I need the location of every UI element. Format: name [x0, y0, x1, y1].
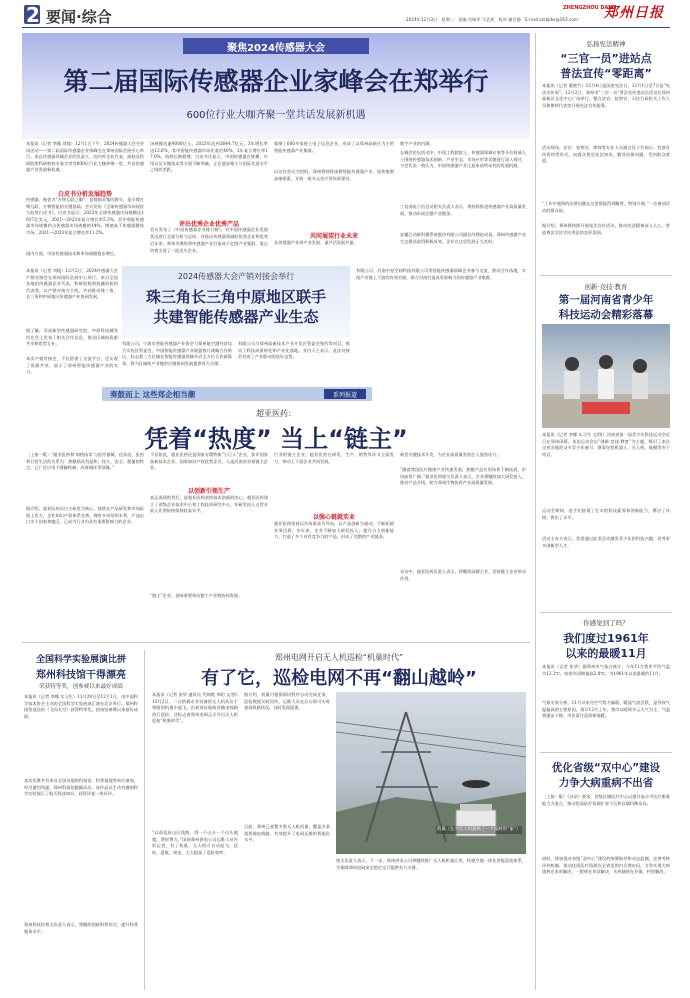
banner-col2-subhead: 评出优秀企业优秀产品 — [178, 221, 239, 228]
east-subhead: 荣获特等奖，创参赛以来最好成绩 — [39, 684, 123, 690]
grid-col2-text: 据介绍，机巢可根据预设程序自动完成任务，巡检数据实时回传，运维人员在后台即可实时查看线路状况，及时发现隐患。 — [244, 692, 330, 710]
banner-col3b-text: 以这次会议为契机，郑州将持续深耕智能传感器产业，加快集聚高端要素，开展一批多元化应用场景建设。 — [274, 169, 394, 181]
divider-main-bottom — [22, 642, 530, 643]
forum-col2-text: 有限公司、宁波市智能传感器产业协会与郑州航空港经济综合实验区管委会、中国智能传感器产业联盟签订战略合作协议，标志着三大区域在智能传感器领域开启全方位合作新篇章，将为区域间产业链供应链协同发展提供有力支撑。 — [122, 341, 232, 366]
photo-caption: 机巢（左为无人机提供了一个临时的“家”） — [437, 827, 521, 832]
warmest-november-story — [540, 616, 672, 750]
banner-col4d-text: 安徽芯动联科微系统股份有限公司副总经理赵成说，郑州传感器产业生态建设取得积极成效，企业在这里发展正当其时。 — [400, 232, 526, 244]
banner-col1-subhead: 白皮书分析发展趋势 — [57, 191, 112, 198]
banner-col4-text: 数字产业的内涵。 — [400, 141, 434, 146]
forum-col1c-text: 本次产销对接会，不仅搭建了交流平台，还实现了资源共享，展示了郑州智能传感器产业的实力。 — [26, 356, 118, 374]
banner-col2-text: 场规模达逾4000亿元，2023年达到3644.7亿元，3年增长率达13.6%，其中智能传感器市场比重近40%，3年复合增长率17.0%，持续长期稳增，白皮书还显示，中国传感器在规模、应用以及关键技术等方面不断突破，正在逐步缩小与国际先进水平之间的差距。 — [150, 141, 268, 172]
masthead — [0, 0, 690, 28]
banner-col4c-text: 工信部电子信息司相关负责人表示，将持续推进传感器产业高质量发展，推动形成完整产业链条。 — [400, 204, 526, 216]
forum-section — [22, 266, 530, 381]
divider-right-3 — [540, 752, 672, 753]
main-col1-text: 〔上接一版〕“超亚医药和‘知热技术’与医疗器械，化妆品，医药和日常生活的关系为：热敷贴具有温和、持久、安全、便捷的特点，已广泛应用于缓解疼痛、改善循环等领域。” — [26, 452, 144, 470]
banner-col3-subhead: 共同展望行业未来 — [309, 233, 358, 240]
weather-kicker: 你感觉到了吗？ — [583, 619, 629, 627]
grid-headline: 有了它，巡检电网不再“翻山越岭” — [201, 668, 477, 689]
banner-col1b-text: 传感器，被誉为“万物互联之眼”，是数据采集的源头，是支撑万物互联、万物智能的关键基础。会议发布《全球传感器市场现状与趋势白皮书》，白皮书显示，2023年全球传感器市场规模达1937亿美元，2021—2023年复合增长率5.3%，其中智能传感器市场规模约占传感器市场规模的14%，增速高于传感器整体市场，2021—2023年复合增长率11.2%。 — [26, 197, 144, 235]
east-col1-text: 本报讯（记者 李娜 实习生）11月29日至12月1日，由中国科学技术协会主办的全国科学实验展演汇演在北京举行。郑州科技馆选送的《飞向太空》获得特等奖，创该馆参赛以来最好成绩。 — [24, 694, 138, 719]
main-col4c-text: 采访中，超亚医药负责人表示，将继续深耕主业，发挥链主企业带动作用。 — [400, 569, 526, 581]
banner-subhead: 600位行业大咖齐聚一堂共话发展新机遇 — [186, 110, 366, 121]
forum-headline-1: 珠三角长三角中原地区联手 — [145, 288, 326, 306]
banner-section — [22, 33, 530, 265]
constitution-story — [540, 33, 672, 267]
main-headline: 凭着“热度” 当上“链主” — [144, 425, 408, 453]
optimize-headline-1: 优化省级“双中心”建设 — [551, 762, 661, 774]
main-story — [22, 406, 530, 640]
masthead-rule — [22, 27, 670, 28]
tech-col1b-text: 运动会期间，选手们展现了扎实的科技素养和创新能力，赛出了风格、赛出了水平。 — [542, 508, 670, 520]
east-kicker: 全国科学实验展演比拼 — [35, 655, 126, 665]
main-col3-text: 行业的链主企业，超亚医药在研发、生产、销售等环节全面发力，带动上下游企业共同发展。 — [274, 452, 394, 464]
main-col3b-text: 超亚医药坚持以市场需求为导向，以产品创新为驱动，不断拓展业务边界。多年来，企业不断加大研发投入，提升自主创新能力，打造了多个具有竞争力的产品，形成了完整的产业链条。 — [274, 521, 394, 539]
main-col3-subhead: 以强心链就实业 — [312, 514, 355, 521]
tech-headline-1: 第一届河南省青少年 — [558, 294, 654, 306]
main-col4b-text: “随着我国医疗健康产业快速发展，热敷产品应用场景不断拓展，市场前景广阔。”超亚医药相关负责人表示，企业将继续加大研发投入，推动产品升级，助力郑州生物医药产业高质量发展。 — [400, 467, 526, 485]
right-col1d-text: 据介绍，郑州将持续开展宪法宣传活动，推动宪法精神深入人心，营造尊法学法守法用法的良好氛围。 — [542, 223, 670, 235]
weather-col1-text: 本报讯（记者 张华）据郑州市气象台统计，今年11月我市平均气温为12.3℃，较常年同期偏高2.8℃，为1961年以来最暖的11月。 — [542, 664, 670, 676]
divider-east — [144, 650, 145, 990]
grid-col1b-text: “以前巡检山区线路，得一个山头一个山头地爬，费时费力。”国网郑州供电公司运维人员告诉记者，有了机巢，无人机可自动起飞、巡检、返航、充电，大大提高了巡检效率。 — [152, 830, 238, 855]
divider-right-1 — [540, 275, 672, 276]
banner-headline: 第二届国际传感器企业家峰会在郑举行 — [63, 67, 489, 96]
banner-col3-text: 集聚了600多家规上电子信息企业，形成了以郑州高新区为主的智能传感器产业集群。 — [274, 141, 394, 153]
masthead-meta: 2024年12月3日 星期二 责编 肖瑞华 马艺欢 校对 谢会静 E-mail:zzrbjlbs@163.com — [406, 17, 578, 22]
east-col1b-text: 本次比赛共有来自全国各地的科技馆、科普基地等单位参加，经过激烈角逐，郑州科技馆脱颖而出。该作品以生动有趣的科学实验展示了航天科技知识，获得评委一致好评。 — [24, 778, 138, 796]
forum-col4-text: 有限公司、河南中星空间科技有限公司等智能传感器领域企业参与交流，推动合作落地，实现产业链上下游的有效对接，助力河南打造具有影响力的传感器产业集群。 — [356, 268, 526, 280]
optimize-headline-2: 力争大病重病不出省 — [558, 777, 654, 789]
main-col2-text: 不仅如此，超亚医药还是国家专精特新“小巨人”企业，获评国家高新技术企业，国家知识产权优势企业，入选河南省首家链主企业。 — [150, 452, 268, 470]
banner-col2b-text: 会议发布了《中国传感器企业排行榜》，对中国传感器企业发展状况进行全面分析与总结，评选出传感器领域的优秀企业和优秀 — [150, 227, 268, 239]
right-col1-text: 本报讯（记者 董艳竹）12月4日是国家宪法日，12月1日至7日是“宪法宣传周”。12月2日，郑州市“三官一员”普法宣传进站点活动在郑州高新区文化中心广场举行，整合法官、检察官、司法行政机关工作人员和律师代表等开展宪法宣传服务。 — [542, 83, 670, 108]
series-strip — [22, 384, 530, 404]
weather-col1b-text: 气象专家分析，11月以来冷空气势力偏弱，暖湿气流活跃，是导致气温偏高的主要原因。预计12月上旬，我市以晴到多云天气为主，气温将逐步下降，市民需注意防寒保暖。 — [542, 700, 670, 718]
section-title: 要闻·综合 — [46, 8, 112, 26]
main-col4-text: 新型关键技术开发，为企业高质量发展注入强劲动力。 — [400, 452, 501, 457]
strip-tag: 系列报道 — [332, 392, 357, 399]
grid-col2b-text: 目前，郑州已部署多套无人机机巢，覆盖多条重要输电线路，有效提升了电网运维的智能化水平。 — [244, 824, 330, 842]
page-number: 2 — [26, 3, 40, 27]
dual-center-story — [540, 756, 672, 990]
newspaper-logo: 郑州日报 — [604, 5, 664, 21]
forum-headline-2: 共建智能传感器产业生态 — [153, 308, 319, 326]
right-col1b-text: 活动现场，法官、检察官、律师等专业人员通过设立咨询台、发放宣传资料等形式，向群众普及宪法知识，解答法律问题，受到群众欢迎。 — [542, 145, 670, 163]
banner-col4b-text: 在峰会论坛活动中，中国工程院院士、传感器领域专家等多位权威人士围绕传感器技术创新、产业生态、市场应用等话题进行深入探讨，与会代表一致认为，中国传感器产业正迎来前所未有的发展机遇。 — [400, 150, 526, 168]
main-col2-subhead: 以创新引领生产 — [187, 488, 230, 495]
banner-col1-text: 本报讯（记者 李娜 刘地）12月1日下午，2024传感器大会分会场活动——第二届国际传感器企业家峰会在郑州国际会展中心举行。来自传感器领域企业的负责人、国内外企业代表、高校及科研院所科研机构专家学者等600位行业大咖齐聚一堂，共话传感器产业发展新机遇。 — [26, 141, 144, 172]
forum-col1b-text: 据了解，河南新型传感器研究院、中原科技城等均在会上发布了相关合作信息，推动区域间资源共享和优势互补。 — [26, 328, 118, 346]
weather-headline-2: 以来的最暖11月 — [565, 647, 647, 660]
tech-headline-2: 科技运动会精彩落幕 — [558, 309, 654, 321]
main-col2c-text: “链主”企业，意味着要带动整个产业链协同发展。 — [150, 593, 243, 598]
grid-story — [148, 650, 530, 990]
tech-kicker: 创新·竞技·教育 — [584, 283, 628, 291]
strip-label: 奏鼓而上 这些郑企相当潮 — [110, 390, 196, 399]
tech-games-story — [540, 280, 672, 610]
forum-col3-text: 有限公司与郑州高新技术产业开发区管委会签约等项目，推动了科技成果转化和产业化落地。业内人士表示，此次对接会形成了产业联动的良好态势。 — [238, 341, 350, 359]
right-kicker: 弘扬宪法精神 — [586, 40, 626, 48]
science-museum-story — [22, 650, 140, 990]
tech-col1c-text: 活动主办方表示，希望通过此类活动激发青少年的科技兴趣，培养更多创新型人才。 — [542, 536, 670, 548]
tech-games-illustration — [542, 324, 670, 428]
right-headline-1: “三官一员”进站点 — [560, 52, 652, 65]
weather-headline-1: 我们度过1961年 — [563, 632, 649, 645]
east-headline: 郑州科技馆干得漂亮 — [36, 670, 126, 681]
divider-right-2 — [540, 612, 672, 613]
grid-kicker: 郑州电网开启无人机巡检“机巢时代” — [274, 653, 404, 662]
banner-kicker: 聚焦2024传感器大会 — [227, 43, 325, 54]
grid-col3-text: 相关负责人表示，下一步，郑州供电公司将继续推广无人机机巢应用，构建空地一体化智能巡检体系，为保障郑州电网安全稳定运行提供有力支撑。 — [336, 858, 526, 870]
main-col2b-text: 真正成绩的背后，是超亚医药坚持技术创新的决心。超亚医药建立了省级企业技术中心和工程技术研究中心，年研发投入占营业收入比例始终保持较高水平。 — [150, 495, 268, 513]
east-col1c-text: 郑州科技馆相关负责人表示，将继续创新科普形式，提升科普服务水平。 — [24, 922, 138, 934]
forum-kicker: 2024传感器大会产销对接会举行 — [177, 272, 295, 281]
optimize-col1b-text: 同时，将加强对省级“双中心”建设的统筹指导和动态监测，完善考核评价机制，推动优质医疗资源在全省范围内合理布局，力争实现大病重病在本省解决，一般病在市县解决，头疼脑热在乡镇、村里解决。 — [542, 856, 670, 874]
divider-right-column — [535, 33, 536, 990]
banner-col1c-text: 国内方面，中国传感器技术和市场规模稳步增长。 — [26, 251, 119, 256]
grid-col1-text: 本报讯（记者 张华 通讯员 代锦霞 李阳 文/图）12月2日，一台搭载专业设备的无人机从位于荥阳的机巢中起飞，沿着预设航线对输电线路进行巡检，这标志着郑州电网正式开启无人机巡检“机巢时代”。 — [152, 692, 238, 723]
tech-games-photo — [542, 324, 670, 428]
optimize-col1-text: 〔上接一版〕《办法》要求，省级区域医疗中心以提升高水平医疗服务能力为重点，推动优质医疗资源扩容下沉和区域均衡布局。 — [542, 794, 670, 806]
forum-col1-text: 本报讯（记者 刘地）12月2日，2024传感器大会产销对接会在郑州国际会展中心举行。来自全国各地的传感器企业代表、科研院校和投融资机构代表等，以产销对接为主线，共同推动珠三角、长三角和中原地区传感器产业协同发展。 — [26, 268, 118, 299]
main-kicker: 超亚医药： — [256, 409, 296, 418]
right-col1c-text: “工作中遇到的法律问题在这里都能得到解答，特别方便。”一位参加活动的群众说。 — [542, 201, 670, 213]
newspaper-en-name: ZHENGZHOU DAILY — [563, 5, 617, 11]
banner-col2c-text: 近年来，郑州市聚焦将传感器产业打造成千亿级产业集群，重点培育引进了一批龙头企业。 — [150, 241, 268, 253]
main-col1b-text: 据介绍，超亚医药以自主研发为核心，持续在产品研发和市场拓展上发力，企业知识产权体系完善，拥有多项发明专利，产品出口多个国家和地区，已成为行业内具有重要影响力的企业。 — [26, 506, 144, 524]
tech-col1-text: 本报讯（记者 李娜 实习生 文/图）河南省第一届青少年科技运动会近日在郑州闭幕。本次运动会以“创新·竞技·教育”为主题，吸引了来自全省各地的众多青少年参与，赛事包括机器人、无人机、航模等多个项目。 — [542, 432, 670, 457]
banner-col3c-text: 从传感器产业到产业发展，谋共话发展共谋。 — [274, 240, 358, 245]
right-headline-2: 普法宣传“零距离” — [560, 67, 652, 80]
